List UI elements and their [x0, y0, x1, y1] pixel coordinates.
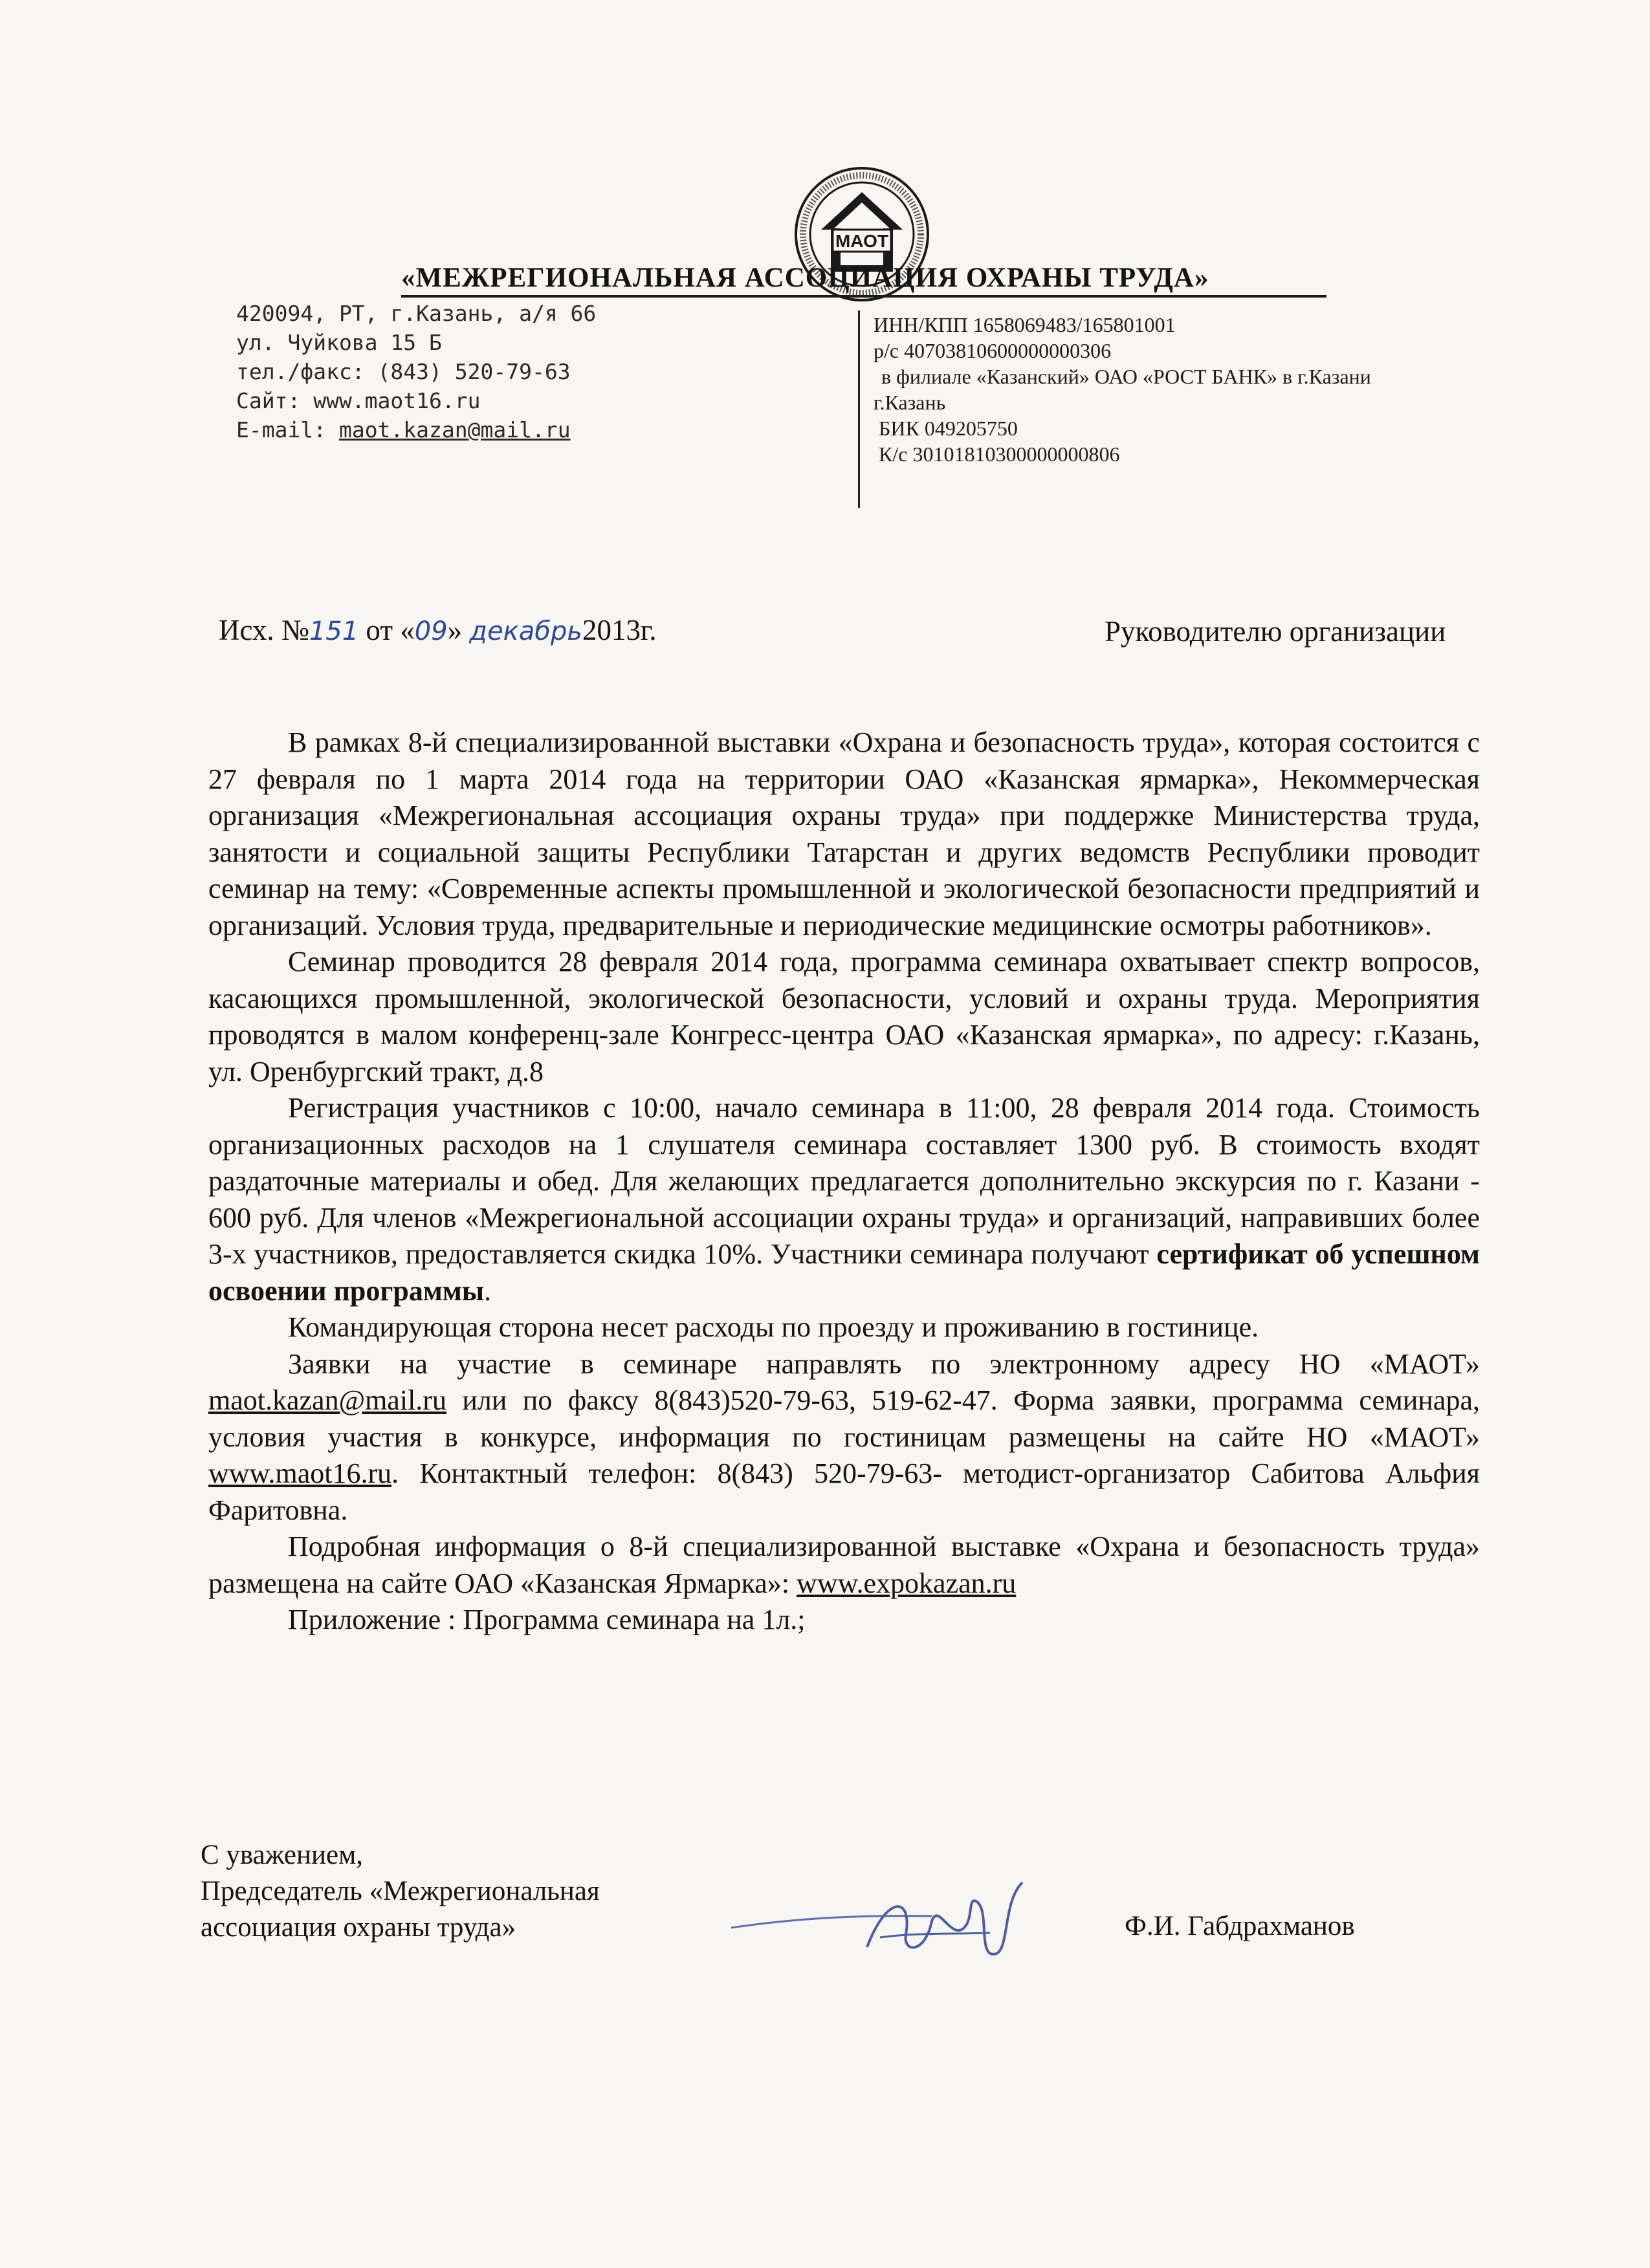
contact-block	[236, 299, 596, 444]
branch-line: в филиале «Казанский» ОАО «РОСТ БАНК» в г.Казани	[881, 365, 1371, 388]
handwritten-signature	[718, 1857, 1055, 1986]
closing-line-3: ассоциация охраны труда»	[201, 1912, 516, 1943]
letter-body	[208, 725, 1480, 1639]
inn-line: ИНН/КПП 1658069483/165801001	[874, 313, 1176, 336]
closing-line-1: С уважением,	[201, 1840, 364, 1870]
email-label: E-mail:	[236, 417, 339, 442]
bik-line: БИК 049205750	[879, 417, 1018, 440]
paragraph-3	[208, 1090, 1480, 1309]
header-divider	[858, 311, 860, 508]
outgoing-from: от «	[358, 614, 415, 646]
outgoing-prefix: Исх. №	[219, 614, 309, 646]
address-line-1: 420094, РТ, г.Казань, а/я 66	[236, 301, 597, 326]
email-line	[236, 415, 596, 444]
handwritten-day: 09	[414, 616, 448, 646]
email-link[interactable]: maot.kazan@mail.ru	[338, 417, 571, 442]
outgoing-number	[219, 613, 657, 647]
closing-block	[201, 1837, 600, 1946]
paragraph-1: В рамках 8-й специализированной выставки «Охрана и безопасность труда», которая состоится с 27 февраля по 1 марта 2014 года на территории ОАО «Казанская ярмарка», Некоммерческая организация «Межрегиональная ассоциация охраны труда» при поддержке Министерства труда, занятости и социальной защиты Республики Татарстан и других ведомств Республики проводит семинар на тему: «Современные аспекты промышленной и экологической безопасности предприятий и организаций. Условия труда, предварительные и периодические медицинские осмотры работников».	[208, 726, 1480, 941]
expokazan-link[interactable]: www.expokazan.ru	[797, 1567, 1017, 1599]
outgoing-year: 2013г.	[582, 614, 657, 646]
addressee: Руководителю организации	[1105, 615, 1446, 648]
site-line: Сайт: www.maot16.ru	[236, 388, 481, 413]
signer-name: Ф.И. Габдрахманов	[1125, 1911, 1355, 1941]
paragraph-6-text: Подробная информация о 8-й специализированной выставке «Охрана и безопасность труда» размещена на сайте ОАО «Казанская Ярмарка»:	[208, 1531, 1480, 1599]
phone-line: тел./факс: (843) 520-79-63	[236, 359, 571, 384]
site-link-body[interactable]: www.maot16.ru	[208, 1457, 392, 1489]
paragraph-3-text: Регистрация участников с 10:00, начало семинара в 11:00, 28 февраля 2014 года. Стоимость организационных расходов на 1 слушателя семинара составляет 1300 руб. В стоимость входят раздаточные материалы и обед. Для желающих предлагается дополнительно экскурсия по г. Казани - 600 руб. Для членов «Межрегиональной ассоциации охраны труда» и организаций, направивших более 3-х участников, предоставляется скидка 10%. Участники семинара получают	[208, 1092, 1480, 1270]
organization-title: «МЕЖРЕГИОНАЛЬНАЯ АССОЦИАЦИЯ ОХРАНЫ ТРУДА»	[401, 262, 1326, 298]
paragraph-4: Командирующая сторона несет расходы по проезду и проживанию в гостинице.	[288, 1311, 1259, 1343]
paragraph-5-text-a: Заявки на участие в семинаре направлять по электронному адресу НО «МАОТ»	[288, 1347, 1480, 1380]
paragraph-5-text-c: . Контактный телефон: 8(843) 520-79-63- методист-организатор Сабитова Альфия Фаритовна.	[208, 1457, 1480, 1526]
paragraph-3-end: .	[484, 1274, 492, 1307]
email-link-body[interactable]: maot.kazan@mail.ru	[208, 1384, 446, 1416]
paragraph-2: Семинар проводится 28 февраля 2014 года, программа семинара охватывает спектр вопросов, касающихся промышленной, экологической безопасности, условий и охраны труда. Мероприятия проводятся в малом конференц-зале Конгресс-центра ОАО «Казанская ярмарка», по адресу: г.Казань, ул. Оренбургский тракт, д.8	[208, 946, 1480, 1087]
corr-account-line: К/с 30101810300000000806	[879, 442, 1120, 466]
paragraph-5	[208, 1346, 1480, 1529]
outgoing-mid: »	[447, 614, 470, 646]
handwritten-number: 151	[309, 616, 359, 646]
certificate-highlight: сертификат об успешном освоении программы	[208, 1238, 1480, 1307]
logo-text: МАОТ	[835, 231, 889, 251]
city-line: г.Казань	[874, 391, 946, 414]
attachment-note: Приложение : Программа семинара на 1л.;	[288, 1604, 806, 1635]
closing-line-2: Председатель «Межрегиональная	[201, 1876, 600, 1906]
account-line: р/с 40703810600000000306	[874, 339, 1112, 362]
paragraph-5-text-b: или по факсу 8(843)520-79-63, 519-62-47. Форма заявки, программа семинара, условия участия в конкурсе, информация по гостиницам размещены на сайте НО «МАОТ»	[208, 1384, 1480, 1453]
bank-details	[874, 312, 1371, 467]
address-line-2: ул. Чуйкова 15 Б	[236, 330, 442, 355]
paragraph-6	[208, 1529, 1480, 1602]
handwritten-month: декабрь	[469, 616, 582, 646]
